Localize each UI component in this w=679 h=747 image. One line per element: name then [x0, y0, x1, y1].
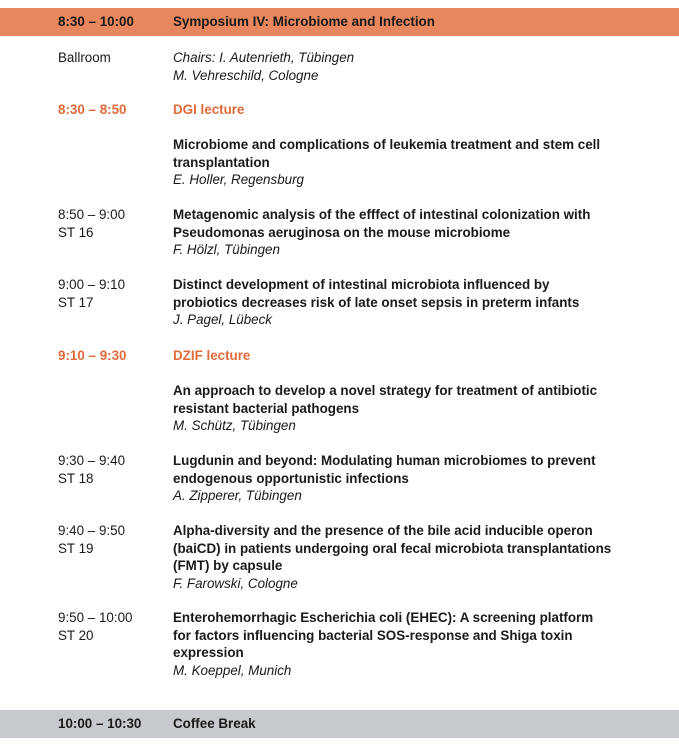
talk-title-line: Alpha-diversity and the presence of the bile acid inducible operon	[173, 523, 593, 538]
talk-title-line: (FMT) by capsule	[173, 558, 283, 574]
coffee-break-band	[0, 710, 679, 738]
talk-author: M. Koeppel, Munich	[173, 662, 292, 678]
session-chairs: Chairs: I. Autenrieth, Tübingen M. Vehreschild, Cologne	[173, 50, 355, 83]
talk-title-line: Metagenomic analysis of the efffect of intestinal colonization with	[173, 207, 591, 222]
session-room: Ballroom	[58, 50, 111, 65]
talk-title-line: endogenous opportunistic infections	[173, 470, 409, 486]
talk-code: ST 16	[58, 224, 94, 240]
talk-title-line: Lugdunin and beyond: Modulating human microbiomes to prevent	[173, 453, 596, 468]
lecture2-label: DZIF lecture	[173, 348, 251, 363]
session-title: Symposium IV: Microbiome and Infection	[173, 14, 435, 30]
talk-title-line: Distinct development of intestinal microbiota influenced by	[173, 277, 550, 292]
talk-author: J. Pagel, Lübeck	[173, 312, 273, 328]
talk-time: 9:30 – 9:40	[58, 453, 126, 468]
talk-title-line: An approach to develop a novel strategy for treatment of antibiotic	[173, 383, 598, 398]
talk-code: ST 17	[58, 294, 94, 310]
talk-author: F. Hölzl, Tübingen	[173, 242, 280, 258]
lecture1-label: DGI lecture	[173, 102, 245, 117]
talk-title-line: probiotics decreases risk of late onset sepsis in preterm infants	[173, 294, 580, 310]
break-title: Coffee Break	[173, 716, 256, 732]
talk-code: ST 20	[58, 627, 94, 643]
break-time: 10:00 – 10:30	[58, 716, 142, 732]
talk-title-line: Pseudomonas aeruginosa on the mouse microbiome	[173, 224, 511, 240]
talk-author: M. Schütz, Tübingen	[173, 418, 296, 434]
talk-title-line: (baiCD) in patients undergoing oral fecal microbiota transplantations	[173, 540, 612, 556]
talk-code: ST 19	[58, 540, 94, 556]
talk-author: F. Farowski, Cologne	[173, 575, 298, 591]
talk-author: E. Holler, Regensburg	[173, 172, 305, 188]
talk-time: 8:50 – 9:00	[58, 207, 126, 222]
talk-time: 9:50 – 10:00	[58, 610, 133, 625]
talk-time: 9:00 – 9:10	[58, 277, 126, 292]
talk-code: ST 18	[58, 470, 94, 486]
lecture2-time: 9:10 – 9:30	[58, 348, 127, 363]
talk-title-line: for factors influencing bacterial SOS-response and Shiga toxin	[173, 627, 573, 643]
lecture1-time: 8:30 – 8:50	[58, 102, 127, 117]
talk-title-line: resistant bacterial pathogens	[173, 400, 360, 416]
talk-title-line: expression	[173, 645, 244, 661]
talk-title-line: Microbiome and complications of leukemia treatment and stem cell	[173, 137, 601, 152]
talk-author: A. Zipperer, Tübingen	[173, 488, 302, 504]
talk-title-line: transplantation	[173, 154, 270, 170]
session-header-band	[0, 8, 679, 36]
session-time: 8:30 – 10:00	[58, 14, 134, 30]
talk-title-line: Enterohemorrhagic Escherichia coli (EHEC): A screening platform	[173, 610, 594, 625]
talk-time: 9:40 – 9:50	[58, 523, 126, 538]
